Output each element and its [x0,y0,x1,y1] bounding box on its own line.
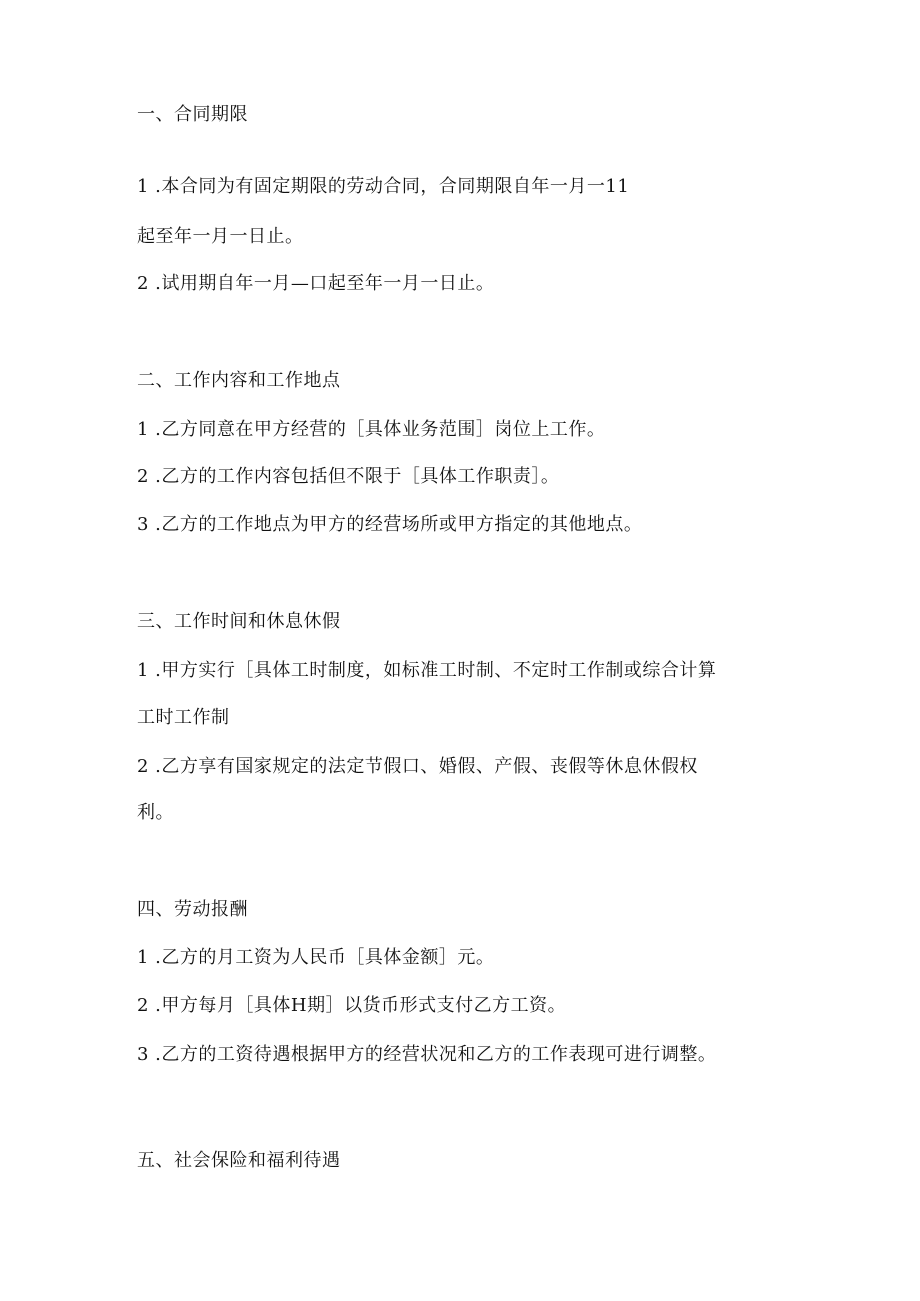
paragraph-line: 利。 [137,802,174,823]
paragraph-line: 1 .甲方实行［具体工时制度，如标准工时制、不定时工作制或综合计算 [137,660,717,681]
paragraph-line: 起至年一月一日止。 [137,226,304,247]
paragraph-line: 工时工作制 [137,707,230,728]
paragraph-line: 2 .乙方享有国家规定的法定节假口、婚假、产假、丧假等休息休假权 [137,756,698,777]
paragraph-line: 2 .试用期自年一月—口起至年一月一日止。 [137,273,495,294]
paragraph-line: 2 .乙方的工作内容包括但不限于［具体工作职责］。 [137,466,560,487]
paragraph-line: 1 .本合同为有固定期限的劳动合同，合同期限自年一月一11 [137,176,630,197]
paragraph-line: 3 .乙方的工资待遇根据甲方的经营状况和乙方的工作表现可进行调整。 [137,1044,717,1065]
section-heading-2: 二、工作内容和工作地点 [137,370,341,391]
section-heading-1: 一、合同期限 [137,104,248,125]
section-heading-5: 五、社会保险和福利待遇 [137,1150,341,1171]
paragraph-line: 1 .乙方同意在甲方经营的［具体业务范围］岗位上工作。 [137,419,606,440]
paragraph-line: 3 .乙方的工作地点为甲方的经营场所或甲方指定的其他地点。 [137,514,643,535]
paragraph-line: 2 .甲方每月［具体H期］以货币形式支付乙方工资。 [137,995,567,1016]
section-heading-4: 四、劳动报酬 [137,899,248,920]
section-heading-3: 三、工作时间和休息休假 [137,611,341,632]
paragraph-line: 1 .乙方的月工资为人民币［具体金额］元。 [137,947,495,968]
